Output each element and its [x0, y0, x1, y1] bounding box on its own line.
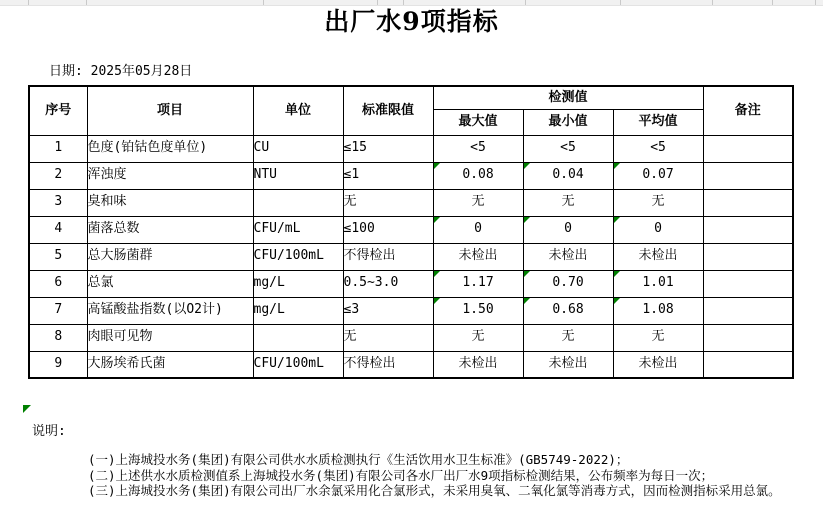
cell-no: 4 [29, 216, 87, 243]
cell-min: 未检出 [523, 351, 613, 378]
cell-min: 0.70 [523, 270, 613, 297]
cell-avg: 1.01 [613, 270, 703, 297]
cell-no: 1 [29, 135, 87, 162]
cell-avg: 无 [613, 324, 703, 351]
table-row [29, 297, 793, 324]
date-label: 日期: [49, 64, 83, 79]
cell-unit: mg/L [253, 270, 343, 297]
notes-section [88, 452, 781, 499]
cell-max: 0.08 [433, 162, 523, 189]
cell-item: 浑浊度 [87, 162, 253, 189]
cell-remark [703, 243, 793, 270]
cell-limit: ≤100 [343, 216, 433, 243]
cell-unit: mg/L [253, 297, 343, 324]
cell-item: 色度(铂钴色度单位) [87, 135, 253, 162]
cell-unit [253, 189, 343, 216]
cell-max: <5 [433, 135, 523, 162]
cell-remark [703, 351, 793, 378]
cell-avg: 无 [613, 189, 703, 216]
cell-min: 0 [523, 216, 613, 243]
cell-limit: 无 [343, 189, 433, 216]
cell-no: 7 [29, 297, 87, 324]
cell-min: <5 [523, 135, 613, 162]
table-row [29, 324, 793, 351]
col-header-no: 序号 [29, 86, 87, 135]
cell-unit [253, 324, 343, 351]
page-title: 出厂水9项指标 [324, 7, 499, 36]
cell-avg: <5 [613, 135, 703, 162]
header-row-top [29, 86, 793, 109]
cell-item: 肉眼可见物 [87, 324, 253, 351]
col-header-limit: 标准限值 [343, 86, 433, 135]
note-line-2: (二)上述供水水质检测值系上海城投水务(集团)有限公司各水厂出厂水9项指标检测结果，公布频率为每日一次； [88, 467, 714, 483]
cell-remark [703, 270, 793, 297]
water-quality-table [28, 85, 794, 379]
col-header-item: 项目 [87, 86, 253, 135]
cell-min: 无 [523, 189, 613, 216]
cell-item: 总氯 [87, 270, 253, 297]
cell-min: 0.68 [523, 297, 613, 324]
cell-item: 大肠埃希氏菌 [87, 351, 253, 378]
cell-avg: 0.07 [613, 162, 703, 189]
cell-max: 未检出 [433, 243, 523, 270]
cell-no: 6 [29, 270, 87, 297]
cell-remark [703, 162, 793, 189]
cell-item: 总大肠菌群 [87, 243, 253, 270]
cell-max: 1.17 [433, 270, 523, 297]
note-line-3: (三)上海城投水务(集团)有限公司出厂水余氯采用化合氯形式，未采用臭氧、二氧化氯等消毒方式，因而检测指标采用总氯。 [88, 483, 781, 498]
cell-avg: 未检出 [613, 243, 703, 270]
note-line-1: (一)上海城投水务(集团)有限公司供水水质检测执行《生活饮用水卫生标准》(GB5749-2022)； [88, 452, 629, 467]
green-triangle-marker [23, 405, 31, 413]
cell-no: 9 [29, 351, 87, 378]
notes-label: 说明: [32, 424, 66, 439]
table-row [29, 243, 793, 270]
cell-unit: CFU/100mL [253, 351, 343, 378]
cell-no: 3 [29, 189, 87, 216]
cell-limit: ≤1 [343, 162, 433, 189]
cell-limit: 0.5~3.0 [343, 270, 433, 297]
cell-remark [703, 297, 793, 324]
cell-limit: 不得检出 [343, 243, 433, 270]
table-row [29, 216, 793, 243]
cell-remark [703, 135, 793, 162]
cell-avg: 0 [613, 216, 703, 243]
cell-min: 无 [523, 324, 613, 351]
cell-max: 无 [433, 324, 523, 351]
col-header-max: 最大值 [433, 109, 523, 135]
cell-max: 无 [433, 189, 523, 216]
col-header-unit: 单位 [253, 86, 343, 135]
date-value: 2025年05月28日 [90, 64, 193, 79]
cell-remark [703, 189, 793, 216]
table-row [29, 270, 793, 297]
cell-avg: 未检出 [613, 351, 703, 378]
col-header-avg: 平均值 [613, 109, 703, 135]
cell-limit: 不得检出 [343, 351, 433, 378]
cell-item: 高锰酸盐指数(以O2计) [87, 297, 253, 324]
cell-min: 0.04 [523, 162, 613, 189]
table-row [29, 162, 793, 189]
cell-limit: 无 [343, 324, 433, 351]
cell-avg: 1.08 [613, 297, 703, 324]
cell-item: 菌落总数 [87, 216, 253, 243]
cell-unit: CU [253, 135, 343, 162]
cell-limit: ≤3 [343, 297, 433, 324]
cell-item: 臭和味 [87, 189, 253, 216]
cell-unit: CFU/mL [253, 216, 343, 243]
cell-max: 1.50 [433, 297, 523, 324]
col-header-detection: 检测值 [433, 86, 703, 109]
cell-no: 8 [29, 324, 87, 351]
cell-remark [703, 324, 793, 351]
cell-no: 2 [29, 162, 87, 189]
cell-max: 未检出 [433, 351, 523, 378]
table-row [29, 189, 793, 216]
report-date [49, 60, 192, 79]
table-row [29, 135, 793, 162]
cell-min: 未检出 [523, 243, 613, 270]
cell-max: 0 [433, 216, 523, 243]
col-header-min: 最小值 [523, 109, 613, 135]
cell-remark [703, 216, 793, 243]
cell-unit: NTU [253, 162, 343, 189]
table-row [29, 351, 793, 378]
cell-no: 5 [29, 243, 87, 270]
col-header-remark: 备注 [703, 86, 793, 135]
cell-limit: ≤15 [343, 135, 433, 162]
cell-unit: CFU/100mL [253, 243, 343, 270]
